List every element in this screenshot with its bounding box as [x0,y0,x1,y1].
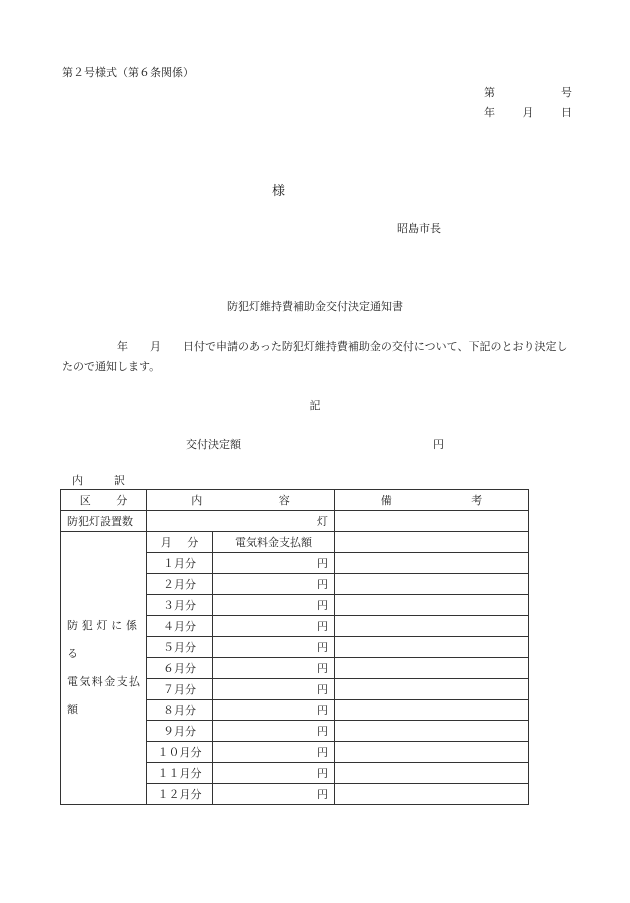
month-cell: １月分 [147,553,213,574]
yen-cell: 円 [213,763,335,784]
electricity-label-cell [61,532,147,805]
form-label: 第２号様式（第６条関係） [62,66,194,79]
yen-cell: 円 [213,574,335,595]
yen-cell: 円 [213,616,335,637]
yen-cell: 円 [213,679,335,700]
breakdown-table [60,489,529,805]
yen-cell: 円 [213,595,335,616]
doc-number-prefix: 第 [484,86,495,99]
remarks-cell [335,574,529,595]
yen-cell: 円 [213,553,335,574]
ki-mark: 記 [309,399,321,412]
addressee-suffix: 様 [272,184,286,199]
remarks-cell [335,679,529,700]
sub-header-amount: 電気料金支払額 [213,532,335,553]
month-cell: ９月分 [147,721,213,742]
remarks-cell [335,637,529,658]
doc-number-suffix: 号 [561,86,572,99]
table-header-row [61,490,529,511]
header-remarks: 備 考 [335,490,529,511]
month-cell: ２月分 [147,574,213,595]
remarks-cell [335,700,529,721]
sub-header-row [61,532,529,553]
month-cell: ５月分 [147,637,213,658]
sender: 昭島市長 [397,222,441,235]
remarks-cell [335,763,529,784]
installed-count-label: 防犯灯設置数 [61,511,147,532]
yen-cell: 円 [213,742,335,763]
amount-label: 交付決定額 [186,438,241,451]
remarks-cell [335,784,529,805]
remarks-cell [335,658,529,679]
month-cell: ８月分 [147,700,213,721]
document-title: 防犯灯維持費補助金交付決定通知書 [227,300,403,313]
remarks-cell [335,553,529,574]
document-number [484,84,572,100]
document-date [484,104,572,120]
sub-header-month: 月 分 [147,532,213,553]
amount-unit: 円 [433,438,444,451]
breakdown-label: 内 訳 [72,474,135,487]
electricity-label-line-1: 防犯灯に係る [67,619,140,660]
installed-count-remarks [335,511,529,532]
month-cell: ４月分 [147,616,213,637]
month-cell: ７月分 [147,679,213,700]
remarks-cell [335,742,529,763]
yen-cell: 円 [213,637,335,658]
remarks-cell [335,721,529,742]
installed-count-unit: 灯 [147,511,335,532]
sub-header-remarks [335,532,529,553]
yen-cell: 円 [213,721,335,742]
header-category: 区 分 [61,490,147,511]
yen-cell: 円 [213,784,335,805]
date-month: 月 [522,106,534,119]
yen-cell: 円 [213,700,335,721]
header-content: 内 容 [147,490,335,511]
month-cell: １１月分 [147,763,213,784]
installed-count-row [61,511,529,532]
date-year: 年 [484,106,495,119]
electricity-label-line-2: 電気料金支払額 [67,675,140,716]
yen-cell: 円 [213,658,335,679]
remarks-cell [335,616,529,637]
body-text: 年 月 日付で申請のあった防犯灯維持費補助金の交付について、下記のとおり決定したので通知します。 [62,340,568,373]
month-cell: １２月分 [147,784,213,805]
month-cell: １０月分 [147,742,213,763]
remarks-cell [335,595,529,616]
month-cell: ３月分 [147,595,213,616]
month-cell: ６月分 [147,658,213,679]
date-day: 日 [561,106,572,119]
